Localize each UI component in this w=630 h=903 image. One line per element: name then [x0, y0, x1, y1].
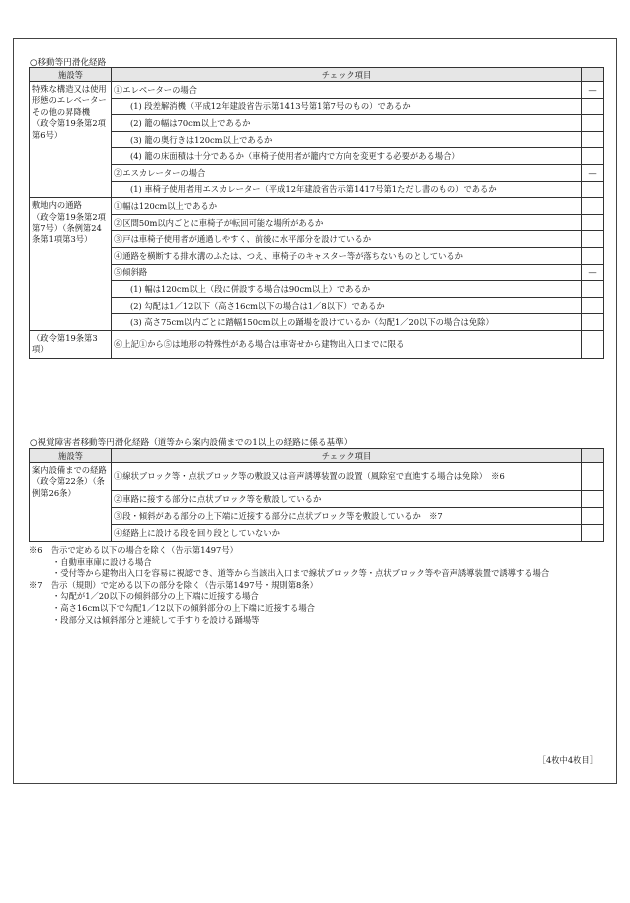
header-check [582, 68, 604, 82]
facility-name: 案内設備までの経路 [32, 465, 107, 475]
table-header-row [30, 449, 604, 463]
facility-cell [30, 198, 112, 331]
notes [29, 545, 609, 626]
check-cell[interactable] [582, 463, 604, 491]
page-number: ［4枚中4枚目］ [537, 755, 598, 765]
header-items: チェック項目 [112, 449, 582, 463]
check-item-text: ③段・傾斜がある部分の上下端に近接する部分に点状ブロック等を敷設しているか ※7 [112, 508, 582, 525]
table-row [30, 198, 604, 215]
check-cell[interactable]: — [582, 264, 604, 281]
check-item-text: ①エレベーターの場合 [112, 82, 582, 99]
check-cell[interactable] [582, 330, 604, 358]
note-6-head: ※6 告示で定める以下の場合を除く（告示第1497号） [29, 545, 238, 555]
table-row [30, 214, 604, 231]
note-6-item: ・受付等から建物出入口を容易に視認でき、道等から当該出入口まで線状ブロック等・点状ブロック等や音声誘導装置で誘導する場合 [52, 568, 550, 579]
check-cell[interactable] [582, 181, 604, 198]
check-cell[interactable] [582, 115, 604, 132]
check-item-text: (2) 籠の幅は70cm以上であるか [112, 115, 582, 132]
check-cell[interactable] [582, 314, 604, 331]
note-6-item: ・自動車車庫に設ける場合 [52, 556, 152, 567]
facility-ref: （政令第19条第2項第7号）（条例第24条第1項第3号） [32, 211, 106, 245]
facility-cell [30, 82, 112, 198]
check-cell[interactable] [582, 247, 604, 264]
table-row [30, 330, 604, 358]
section2-title: ○視覚障害者移動等円滑化経路（道等から案内設備までの1以上の経路に係る基準） [30, 438, 353, 448]
check-item-text: (1) 車椅子使用者用エスカレーター（平成12年建設省告示第1417号第1ただし書のもの）であるか [112, 181, 582, 198]
check-cell[interactable] [582, 148, 604, 165]
header-facility: 施設等 [30, 449, 112, 463]
check-item-text: ②区間50m以内ごとに車椅子が転回可能な場所があるか [112, 214, 582, 231]
check-cell[interactable]: — [582, 82, 604, 99]
table-row [30, 131, 604, 148]
check-item-text: (4) 籠の床面積は十分であるか（車椅子使用者が籠内で方向を変更する必要がある場合） [112, 148, 582, 165]
check-cell[interactable] [582, 508, 604, 525]
facility-ref: （政令第22条）（条例第26条） [32, 476, 105, 498]
check-cell[interactable] [582, 231, 604, 248]
section1-title: ○移動等円滑化経路 [30, 58, 107, 68]
table-row [30, 281, 604, 298]
facility-ref: （政令第19条第2項第6号） [32, 118, 106, 140]
note-7-head: ※7 告示（規則）で定める以下の部分を除く（告示第1497号・規則第8条） [29, 579, 318, 590]
table-row [30, 491, 604, 508]
check-cell[interactable] [582, 297, 604, 314]
table-row [30, 115, 604, 132]
facility-cell-ref: （政令第19条第3項） [30, 330, 112, 358]
table-row [30, 463, 604, 491]
table-row [30, 181, 604, 198]
header-items: チェック項目 [112, 68, 582, 82]
table-row [30, 247, 604, 264]
check-cell[interactable] [582, 525, 604, 542]
facility-name: 特殊な構造又は使用形態のエレベーターその他の昇降機 [32, 84, 107, 117]
check-item-text: ④経路上に設ける段を回り段としていないか [112, 525, 582, 542]
table-row [30, 314, 604, 331]
check-item-text: ①線状ブロック等・点状ブロック等の敷設又は音声誘導装置の設置（風除室で直進する場合は免除） ※6 [112, 463, 582, 491]
table-row [30, 98, 604, 115]
section1-table [29, 67, 604, 359]
check-cell[interactable] [582, 131, 604, 148]
note-7-item: ・勾配が1／20以下の傾斜部分の上下端に近接する場合 [52, 591, 259, 602]
table-header-row [30, 68, 604, 82]
check-item-text: ②エスカレーターの場合 [112, 164, 582, 181]
check-cell[interactable] [582, 198, 604, 215]
check-item-text: (3) 籠の奥行きは120cm以上であるか [112, 131, 582, 148]
check-item-text: ⑤傾斜路 [112, 264, 582, 281]
check-cell[interactable] [582, 281, 604, 298]
table-row [30, 82, 604, 99]
check-item-text: ②車路に接する部分に点状ブロック等を敷設しているか [112, 491, 582, 508]
table-row [30, 297, 604, 314]
table-row [30, 525, 604, 542]
check-cell[interactable]: — [582, 164, 604, 181]
check-cell[interactable] [582, 491, 604, 508]
check-item-text: (1) 段差解消機（平成12年建設省告示第1413号第1第7号のもの）であるか [112, 98, 582, 115]
table-row [30, 148, 604, 165]
table-row [30, 264, 604, 281]
table-row [30, 164, 604, 181]
check-cell[interactable] [582, 214, 604, 231]
check-item-text: ①幅は120cm以上であるか [112, 198, 582, 215]
check-item-text: ⑥上記①から⑤は地形の特殊性がある場合は車寄せから建物出入口までに限る [112, 330, 582, 358]
table-row [30, 508, 604, 525]
facility-name: 敷地内の通路 [32, 200, 82, 211]
note-7-item: ・段部分又は傾斜部分と連続して手すりを設ける踊場等 [52, 614, 260, 625]
check-item-text: (3) 高さ75cm以内ごとに踏幅150cm以上の踊場を設けているか（勾配1／20以下の場合は免除） [112, 314, 582, 331]
check-item-text: ③戸は車椅子使用者が通過しやすく、前後に水平部分を設けているか [112, 231, 582, 248]
facility-cell [30, 463, 112, 542]
check-item-text: (1) 幅は120cm以上（段に併設する場合は90cm以上）であるか [112, 281, 582, 298]
section2-table [29, 448, 604, 542]
check-item-text: ④通路を横断する排水溝のふたは、つえ、車椅子のキャスター等が落ちないものとしているか [112, 247, 582, 264]
header-facility: 施設等 [30, 68, 112, 82]
check-item-text: (2) 勾配は1／12以下（高さ16cm以下の場合は1／8以下）であるか [112, 297, 582, 314]
check-cell[interactable] [582, 98, 604, 115]
header-check [582, 449, 604, 463]
table-row [30, 231, 604, 248]
note-7-item: ・高さ16cm以下で勾配1／12以下の傾斜部分の上下端に近接する場合 [52, 602, 315, 613]
